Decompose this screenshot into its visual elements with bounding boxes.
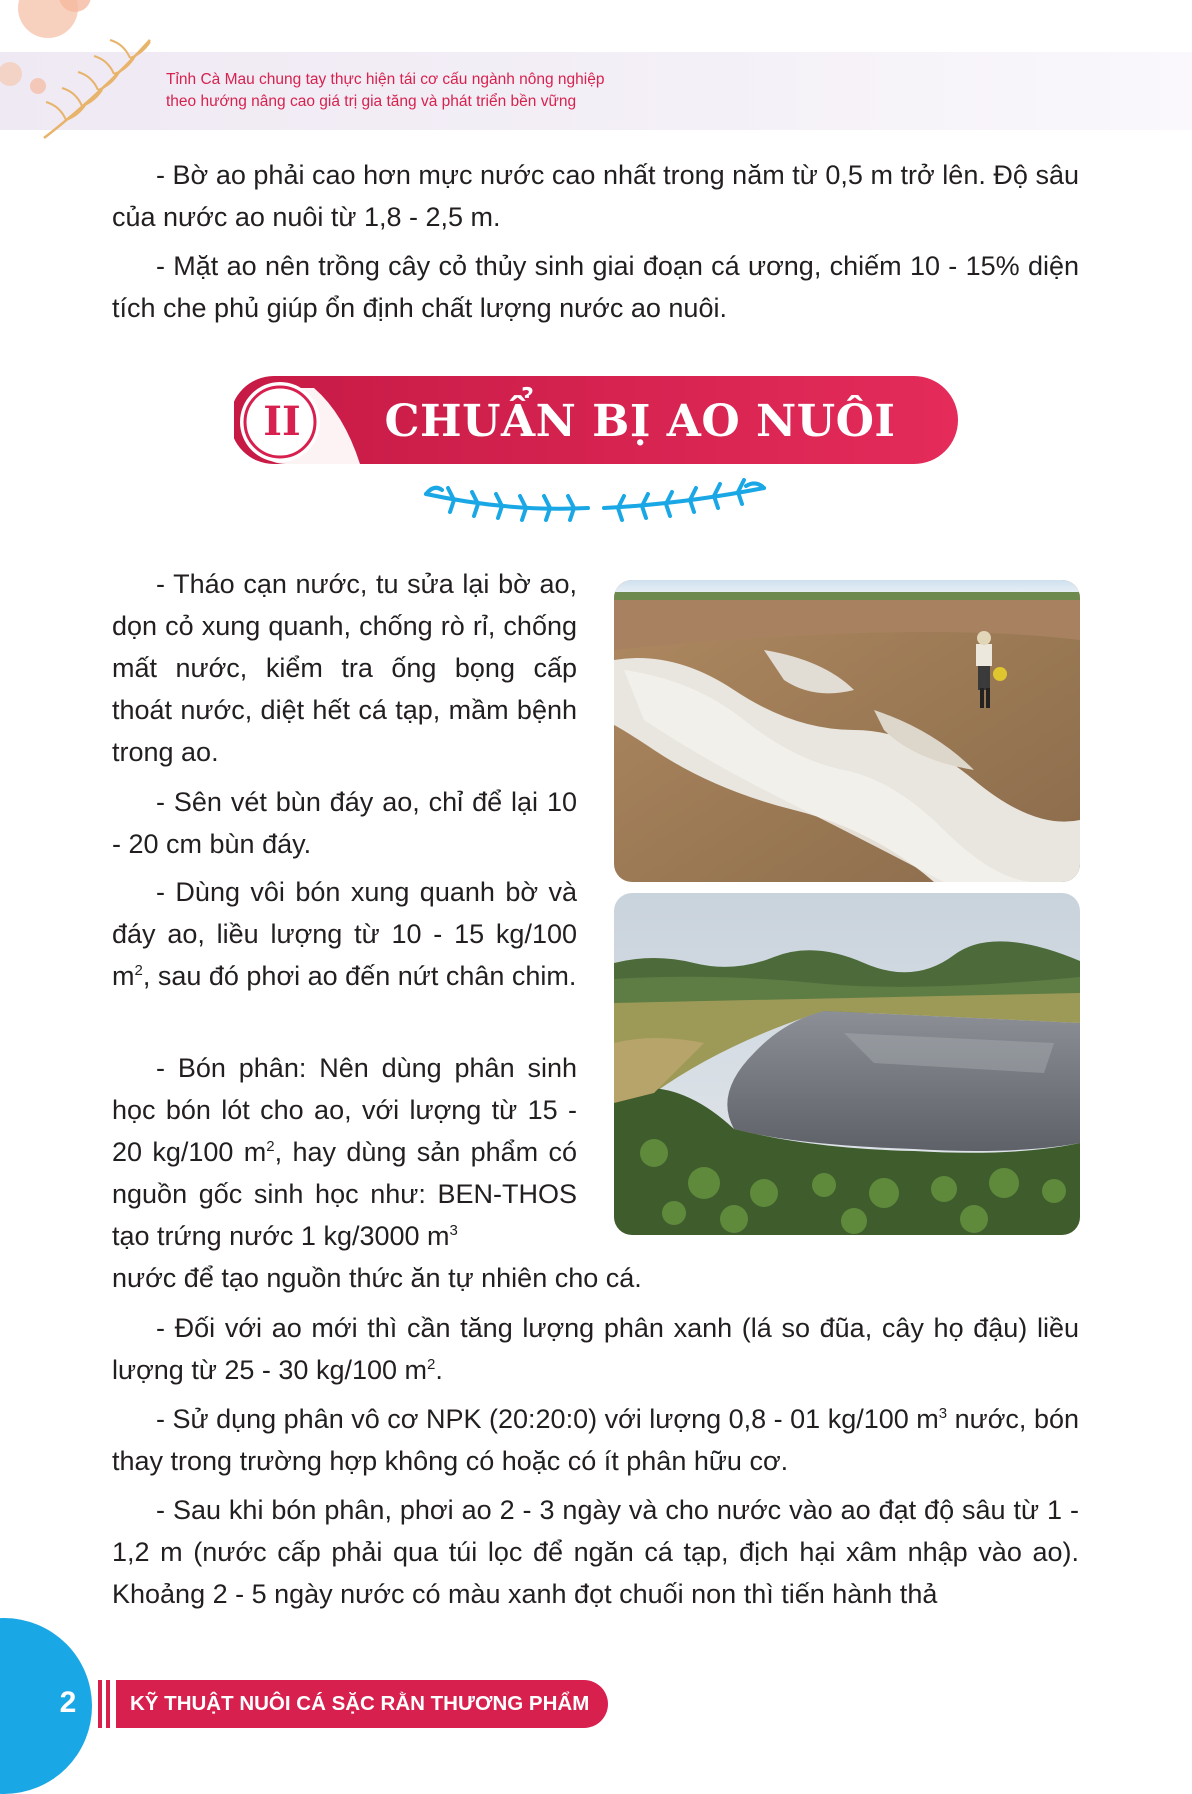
intro-paragraph-1: - Bờ ao phải cao hơn mực nước cao nhất trong năm từ 0,5 m trở lên. Độ sâu của nước ao nuôi từ 1,8 - 2,5 m. [112,160,1079,232]
running-header [166,69,604,113]
body-paragraph-5: - Đối với ao mới thì cần tăng lượng phân xanh (lá so đũa, cây họ đậu) liều lượng từ 25 - 30 kg/100 $m^2$. [112,1313,1079,1385]
photo-limed-pond-bottom [614,580,1080,882]
header-line-2: theo hướng nâng cao giá trị gia tăng và phát triển bền vững [166,93,577,110]
floral-ornament-icon [0,0,160,145]
body-paragraph-4-tail: nước để tạo nguồn thức ăn tự nhiên cho cá. [112,1263,642,1293]
body-paragraph-6: - Sử dụng phân vô cơ NPK (20:20:0) với lượng 0,8 - 01 kg/100 $m^3$ nước, bón thay trong trường hợp không có hoặc có ít phân hữu cơ. [112,1404,1079,1476]
header-line-1: Tỉnh Cà Mau chung tay thực hiện tái cơ cấu ngành nông nghiệp [166,71,605,88]
body-paragraph-4: - Bón phân: Nên dùng phân sinh học bón lót cho ao, với lượng từ 15 - 20 kg/100 $m^2$, hay dùng sản phẩm có nguồn gốc sinh học như: BEN-THOS tạo trứng nước 1 kg/3000 $m^3$ [112,1053,578,1251]
vine-ornament-icon [420,478,770,528]
footer-book-title: KỸ THUẬT NUÔI CÁ SẶC RẰN THƯƠNG PHẨM [130,1692,590,1715]
page-number: 2 [59,1686,77,1719]
photo-filled-pond [614,893,1080,1235]
body-paragraph-3: - Dùng vôi bón xung quanh bờ và đáy ao, liều lượng từ 10 - 15 kg/100 $m^2$, sau đó phơi ao đến nứt chân chim. [112,877,577,991]
section-title: CHUẨN BỊ AO NUÔI [384,396,896,447]
intro-paragraph-2: - Mặt ao nên trồng cây cỏ thủy sinh giai đoạn cá ương, chiếm 10 - 15% diện tích che phủ giúp ổn định chất lượng nước ao nuôi. [112,251,1079,323]
body-paragraph-2: - Sên vét bùn đáy ao, chỉ để lại 10 - 20 cm bùn đáy. [112,787,577,859]
section-number: II [263,398,301,445]
body-paragraph-1: - Tháo cạn nước, tu sửa lại bờ ao, dọn cỏ xung quanh, chống rò rỉ, chống mất nước, kiểm tra ống bọng cấp thoát nước, diệt hết cá tạp, mầm bệnh trong ao. [112,569,577,767]
body-paragraph-7: - Sau khi bón phân, phơi ao 2 - 3 ngày và cho nước vào ao đạt độ sâu từ 1 - 1,2 m (nước cấp phải qua túi lọc để ngăn cá tạp, địch hại xâm nhập vào ao). Khoảng 2 - 5 ngày nước có màu xanh đọt chuối non thì tiến hành thả [112,1495,1079,1609]
